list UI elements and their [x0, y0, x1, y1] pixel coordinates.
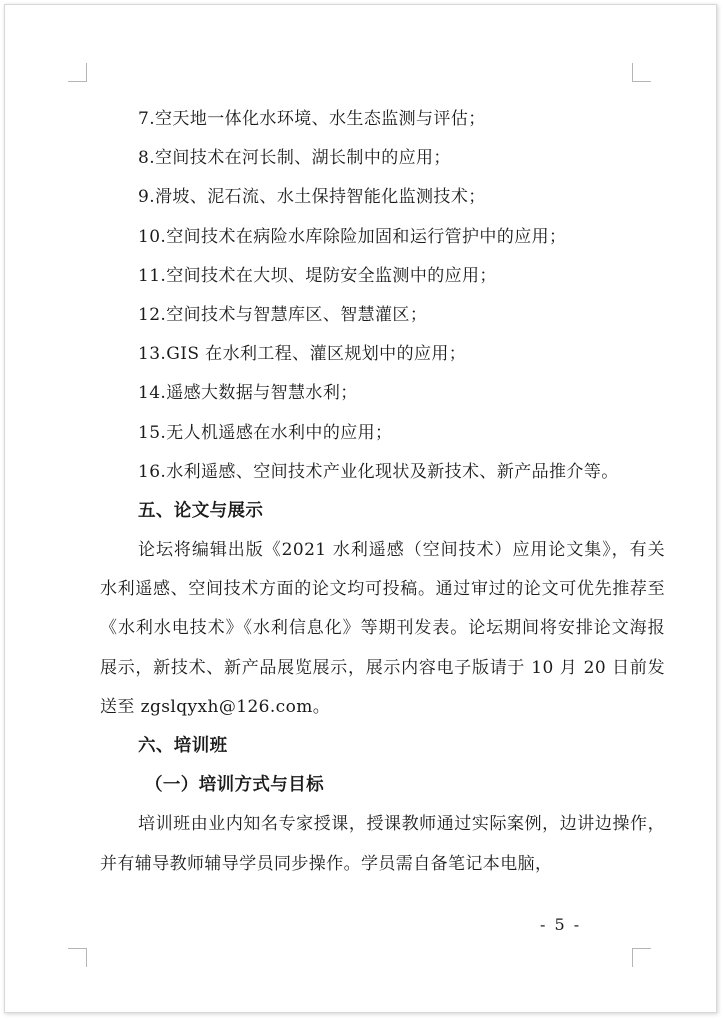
- document-body: [100, 100, 665, 884]
- list-item: 7.空天地一体化水环境、水生态监测与评估；: [138, 109, 486, 129]
- list-item: 11.空间技术在大坝、堤防安全监测中的应用；: [138, 265, 497, 286]
- crop-mark-top-left: [68, 63, 87, 82]
- list-item: 14.遥感大数据与智慧水利；: [138, 383, 358, 404]
- list-item: 13.GIS 在水利工程、灌区规划中的应用；: [138, 344, 467, 365]
- list-item: 9.滑坡、泥石流、水土保持智能化监测技术；: [138, 187, 486, 208]
- section-paragraph-papers: 论坛将编辑出版《2021 水利遥感（空间技术）应用论文集》，有关水利遥感、空间技术方面的论文均可投稿。通过审过的论文可优先推荐至《水利水电技术》《水利信息化》等期刊发表。论坛期间将安排论文海报展示，新技术、新产品展览展示，展示内容电子版请于 10 月 20 日前发送至 zgslqyxh@126.com。: [100, 540, 665, 717]
- section-heading-training: 六、培训班: [138, 736, 228, 757]
- subsection-heading-training-method: （一）培训方式与目标: [145, 775, 324, 796]
- crop-mark-bottom-left: [68, 948, 87, 967]
- topic-list: [100, 100, 665, 492]
- section-paragraph-training: 培训班由业内知名专家授课，授课教师通过实际案例，边讲边操作，并有辅导教师辅导学员同步操作。学员需自备笔记本电脑，: [100, 814, 665, 874]
- list-item: 16.水利遥感、空间技术产业化现状及新技术、新产品推介等。: [138, 461, 619, 482]
- section-heading-papers: 五、论文与展示: [138, 500, 264, 521]
- list-item: 10.空间技术在病险水库除险加固和运行管护中的应用；: [138, 226, 567, 247]
- list-item: 12.空间技术与智慧库区、智慧灌区；: [138, 304, 428, 325]
- page-number: - 5 -: [540, 915, 582, 934]
- list-item: 15.无人机遥感在水利中的应用；: [138, 422, 393, 443]
- list-item: 8.空间技术在河长制、湖长制中的应用；: [138, 148, 451, 169]
- crop-mark-bottom-right: [632, 948, 651, 967]
- crop-mark-top-right: [632, 63, 651, 82]
